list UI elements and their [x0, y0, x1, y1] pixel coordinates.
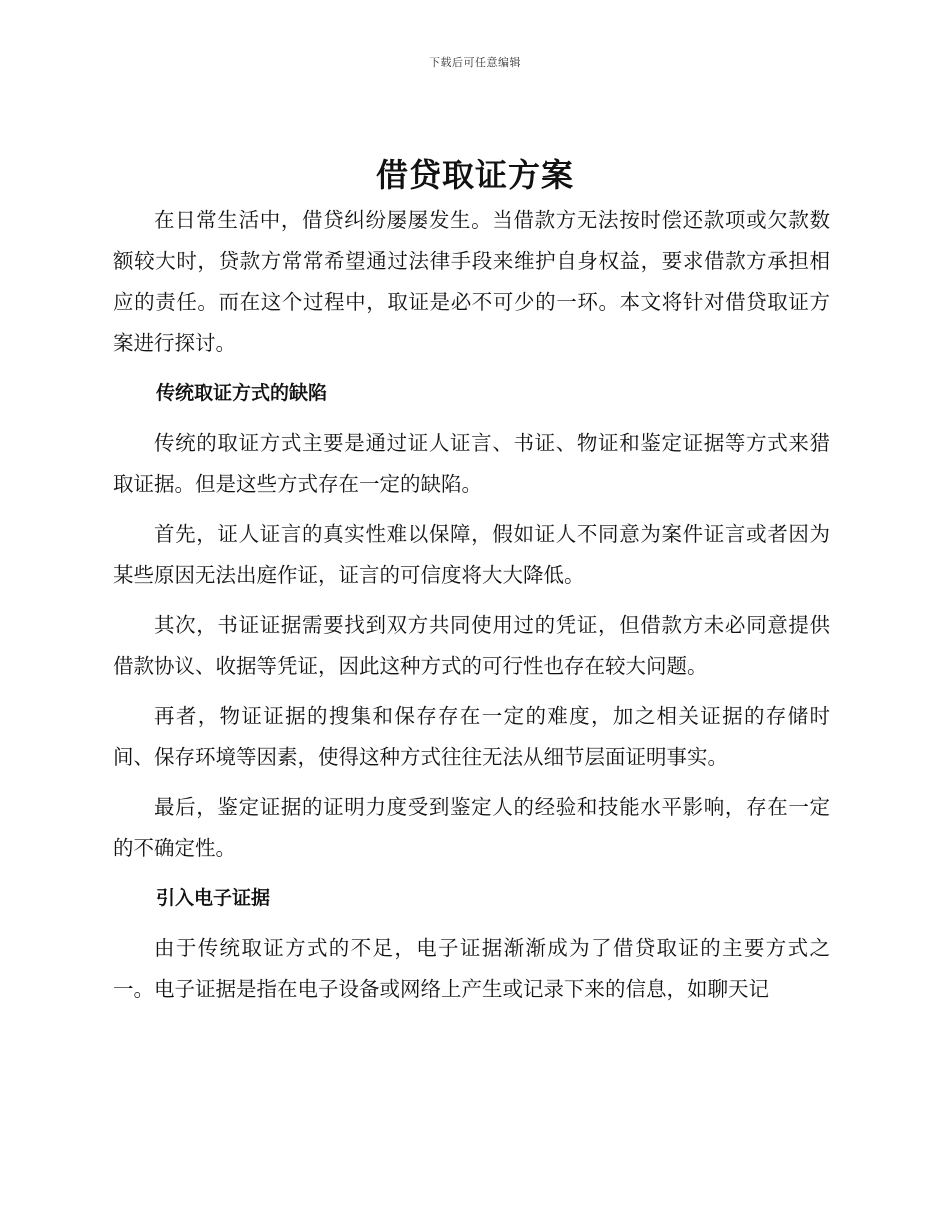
paragraph: 其次，书证证据需要找到双方共同使用过的凭证，但借款方未必同意提供借款协议、收据等凭证，因此这种方式的可行性也存在较大问题。: [113, 613, 830, 678]
header-note: 下载后可任意编辑: [429, 56, 521, 69]
paragraph: 再者，物证证据的搜集和保存存在一定的难度，加之相关证据的存储时间、保存环境等因素，使得这种方式往往无法从细节层面证明事实。: [113, 704, 830, 769]
paragraph: 首先，证人证言的真实性难以保障，假如证人不同意为案件证言或者因为某些原因无法出庭作证，证言的可信度将大大降低。: [113, 522, 830, 587]
paragraph: 在日常生活中，借贷纠纷屡屡发生。当借款方无法按时偿还款项或欠款数额较大时，贷款方常常希望通过法律手段来维护自身权益，要求借款方承担相应的责任。而在这个过程中，取证是必不可少的一环。本文将针对借贷取证方案进行探讨。: [113, 208, 830, 355]
document-title: 借贷取证方案: [375, 156, 574, 194]
paragraph: 最后，鉴定证据的证明力度受到鉴定人的经验和技能水平影响，存在一定的不确定性。: [113, 795, 830, 860]
document-body: [113, 200, 830, 1019]
section-heading: 引入电子证据: [156, 887, 271, 909]
section-heading: 传统取证方式的缺陷: [156, 382, 328, 404]
paragraph: 传统的取证方式主要是通过证人证言、书证、物证和鉴定证据等方式来猎取证据。但是这些方式存在一定的缺陷。: [113, 431, 830, 496]
paragraph: 由于传统取证方式的不足，电子证据渐渐成为了借贷取证的主要方式之一。电子证据是指在电子设备或网络上产生或记录下来的信息，如聊天记: [113, 936, 830, 1001]
